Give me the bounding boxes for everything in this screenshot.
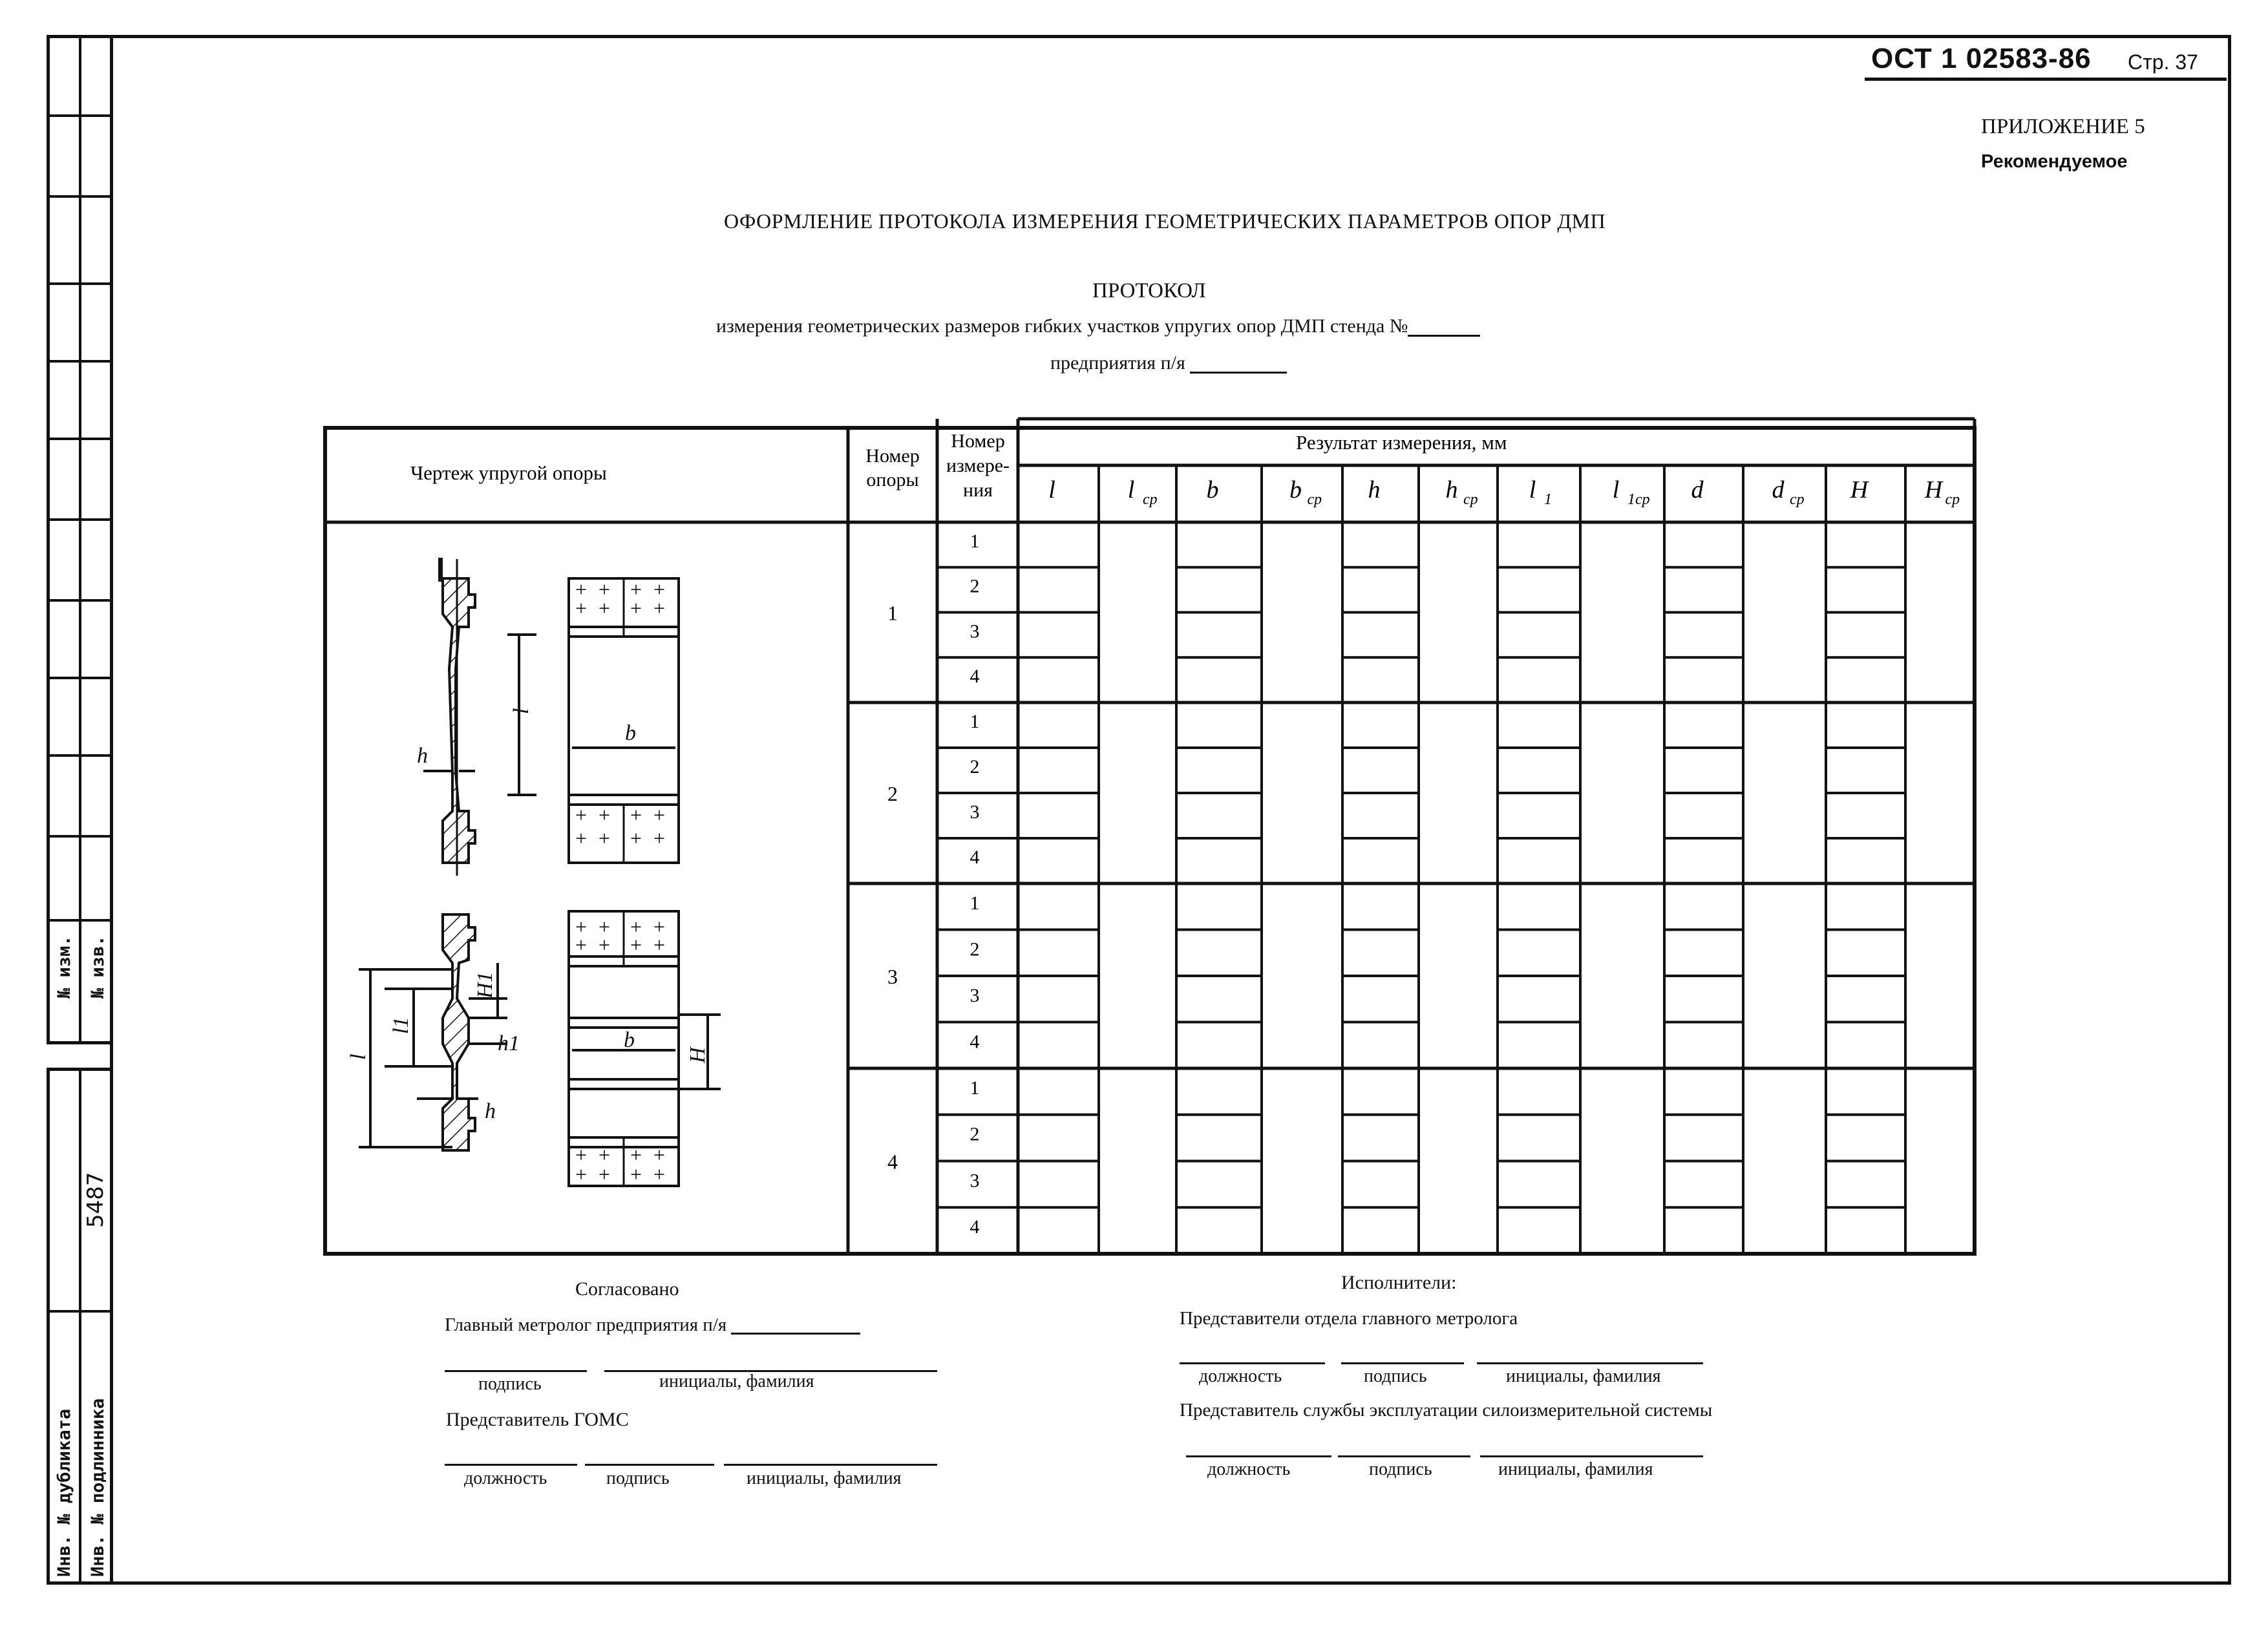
result-column-subscript: ср: [1945, 491, 1960, 508]
plus-mark: +: [575, 578, 588, 601]
result-column-header: l: [1048, 476, 1055, 503]
chief-metrologist-line: [445, 1315, 860, 1336]
plus-mark: +: [599, 803, 611, 827]
right-signature-caption-1: подпись: [1364, 1366, 1427, 1386]
plus-mark: +: [575, 1143, 588, 1167]
result-column-subscript: ср: [1463, 491, 1478, 508]
measurement-number: 3: [970, 984, 980, 1006]
plus-mark: +: [630, 1163, 642, 1186]
result-column-header: d: [1772, 476, 1785, 503]
protocol-table: [320, 414, 1981, 1260]
measurement-number: 1: [970, 892, 980, 914]
left-initials-caption-2: инициалы, фамилия: [747, 1468, 902, 1488]
measurement-number: 3: [970, 1170, 980, 1192]
drawing-header: Чертеж упругой опоры: [410, 461, 607, 484]
plus-mark: +: [630, 915, 642, 938]
measurement-number: 1: [970, 1077, 980, 1099]
sidebar-notice-no: № изв.: [88, 935, 108, 998]
sidebar-inv-number: 5487: [83, 1172, 109, 1228]
sidebar-grid: [50, 38, 110, 1041]
measure-header-line2: измере-: [946, 455, 1010, 476]
result-column-header: h: [1445, 476, 1458, 503]
measurement-number: 4: [970, 847, 980, 868]
drawing-label-h1: h1: [498, 1031, 520, 1055]
plus-mark: +: [653, 597, 666, 620]
drawing-label-h-bottom: h: [485, 1099, 496, 1123]
result-column-header: l: [1612, 476, 1620, 503]
chief-metrologist-field[interactable]: [731, 1315, 860, 1335]
metrology-reps-label: Представители отдела главного метролога: [1180, 1308, 1518, 1329]
gomc-rep-label: Представитель ГОМС: [446, 1409, 629, 1430]
measurement-number: 2: [970, 575, 980, 597]
result-column-subscript: ср: [1790, 491, 1805, 508]
plus-mark: +: [575, 1163, 588, 1186]
plus-mark: +: [653, 1143, 666, 1167]
appendix-label: ПРИЛОЖЕНИЕ 5: [1981, 115, 2145, 138]
plus-mark: +: [575, 803, 588, 827]
plus-mark: +: [630, 827, 642, 850]
appendix-note: Рекомендуемое: [1981, 151, 2128, 172]
measure-header-line3: ния: [963, 480, 993, 501]
plus-mark: +: [599, 933, 611, 956]
sidebar-upper: [47, 35, 113, 1044]
page-title: ОФОРМЛЕНИЕ ПРОТОКОЛА ИЗМЕРЕНИЯ ГЕОМЕТРИЧЕСКИХ ПАРАМЕТРОВ ОПОР ДМП: [724, 209, 1606, 233]
plus-mark: +: [599, 827, 611, 850]
support-number: 3: [887, 965, 898, 988]
measurement-number: 3: [970, 620, 980, 642]
right-sig-line-2c: [1480, 1455, 1703, 1457]
plus-mark: +: [575, 915, 588, 938]
plus-mark: +: [630, 578, 642, 601]
plus-mark: +: [575, 597, 588, 620]
result-column-header: b: [1289, 476, 1302, 503]
plus-mark: +: [630, 803, 642, 827]
plus-mark: +: [630, 1143, 642, 1167]
result-column-subscript: ср: [1143, 491, 1158, 508]
agreed-label: Согласовано: [575, 1278, 679, 1300]
right-position-caption-2: должность: [1207, 1459, 1291, 1479]
drawing-label-l1: l1: [389, 1017, 413, 1034]
plus-mark: +: [575, 933, 588, 956]
drawing-label-b-top: b: [625, 721, 636, 745]
protocol-heading: ПРОТОКОЛ: [1092, 279, 1206, 302]
plus-mark: +: [653, 803, 666, 827]
result-column-subscript: 1: [1544, 491, 1552, 508]
support-number: 1: [887, 601, 898, 625]
plus-mark: +: [599, 578, 611, 601]
doc-code: ОСТ 1 02583-86: [1871, 43, 2092, 74]
left-signature-caption-2: подпись: [606, 1468, 670, 1488]
measurement-number: 4: [970, 666, 980, 688]
service-rep-label: Представитель службы эксплуатации силоизмерительной системы: [1180, 1400, 1713, 1421]
right-initials-caption-1: инициалы, фамилия: [1506, 1366, 1661, 1386]
left-sig-line-1a: [445, 1370, 587, 1372]
measure-header-line1: Номер: [951, 430, 1005, 452]
plus-mark: +: [653, 915, 666, 938]
drawing-label-l-bottom: l: [346, 1053, 370, 1060]
measurement-number: 3: [970, 801, 980, 823]
right-signature-caption-2: подпись: [1369, 1459, 1432, 1479]
result-column-header: h: [1368, 476, 1381, 503]
header-rule: [1865, 78, 2227, 81]
plus-mark: +: [599, 915, 611, 938]
plus-mark: +: [575, 827, 588, 850]
support-number: 4: [887, 1150, 898, 1174]
plus-mark: +: [630, 933, 642, 956]
protocol-line2: [1050, 352, 1287, 374]
right-sig-line-1a: [1180, 1362, 1325, 1364]
measurement-number: 4: [970, 1216, 980, 1238]
measurement-number: 2: [970, 938, 980, 960]
measurement-number: 1: [970, 711, 980, 732]
sidebar-inv-duplicate: Инв. № дубликата: [54, 1408, 74, 1577]
right-sig-line-1b: [1341, 1362, 1464, 1364]
table-grid: [325, 419, 1975, 1254]
result-column-header: l: [1529, 476, 1536, 503]
protocol-line2-text: предприятия п/я: [1050, 352, 1185, 374]
result-column-subscript: ср: [1307, 491, 1322, 508]
result-column-header: H: [1850, 476, 1869, 503]
drawing-label-b-bottom: b: [624, 1028, 635, 1052]
support-header-line1: Номер: [865, 445, 920, 467]
plus-mark: +: [599, 597, 611, 620]
plus-mark: +: [653, 933, 666, 956]
stand-number-field[interactable]: [1408, 315, 1480, 337]
plus-mark: +: [653, 1163, 666, 1186]
drawing-label-l-top: l: [509, 708, 533, 714]
plus-mark: +: [653, 827, 666, 850]
left-initials-caption-1: инициалы, фамилия: [659, 1371, 814, 1391]
measurement-number: 1: [970, 530, 980, 552]
executors-label: Исполнители:: [1341, 1272, 1457, 1293]
result-column-header: l: [1127, 476, 1135, 503]
plus-mark: +: [599, 1163, 611, 1186]
right-position-caption-1: должность: [1199, 1366, 1282, 1386]
left-signature-caption-1: подпись: [478, 1374, 542, 1394]
right-sig-line-1c: [1477, 1362, 1703, 1364]
plus-mark: +: [653, 578, 666, 601]
drawing-label-h-top: h: [417, 744, 428, 768]
result-column-subscript: 1ср: [1627, 491, 1650, 508]
left-position-caption: должность: [464, 1468, 547, 1488]
measurement-number: 4: [970, 1031, 980, 1053]
plus-mark: +: [599, 1143, 611, 1167]
result-header: Результат измерения, мм: [1296, 431, 1507, 454]
sidebar-inv-original: Инв. № подлинника: [88, 1398, 108, 1577]
protocol-line1-text: измерения геометрических размеров гибких участков упругих опор ДМП стенда №: [716, 315, 1408, 337]
result-column-header: H: [1924, 476, 1943, 503]
measurement-number: 2: [970, 1123, 980, 1145]
support-number: 2: [887, 782, 898, 805]
chief-metrologist-label: Главный метролог предприятия п/я: [445, 1315, 727, 1335]
result-column-header: d: [1691, 476, 1704, 503]
drawing-label-H1: H1: [473, 971, 497, 998]
support-header-line2: опоры: [866, 469, 919, 491]
drawing-label-H: H: [686, 1047, 710, 1063]
enterprise-field[interactable]: [1190, 352, 1287, 374]
support-drawing-bottom: [359, 911, 721, 1186]
right-sig-line-2b: [1338, 1455, 1470, 1457]
page-number: Стр. 37: [2128, 50, 2198, 74]
right-sig-line-2a: [1186, 1455, 1331, 1457]
protocol-line1: [716, 315, 1480, 337]
left-sig-line-2c: [724, 1464, 937, 1466]
sidebar-change-no: № изм.: [54, 935, 74, 998]
measurement-number: 2: [970, 756, 980, 777]
left-sig-line-2a: [445, 1464, 577, 1466]
result-column-header: b: [1206, 476, 1219, 503]
plus-mark: +: [630, 597, 642, 620]
left-sig-line-2b: [585, 1464, 714, 1466]
right-initials-caption-2: инициалы, фамилия: [1498, 1459, 1653, 1479]
